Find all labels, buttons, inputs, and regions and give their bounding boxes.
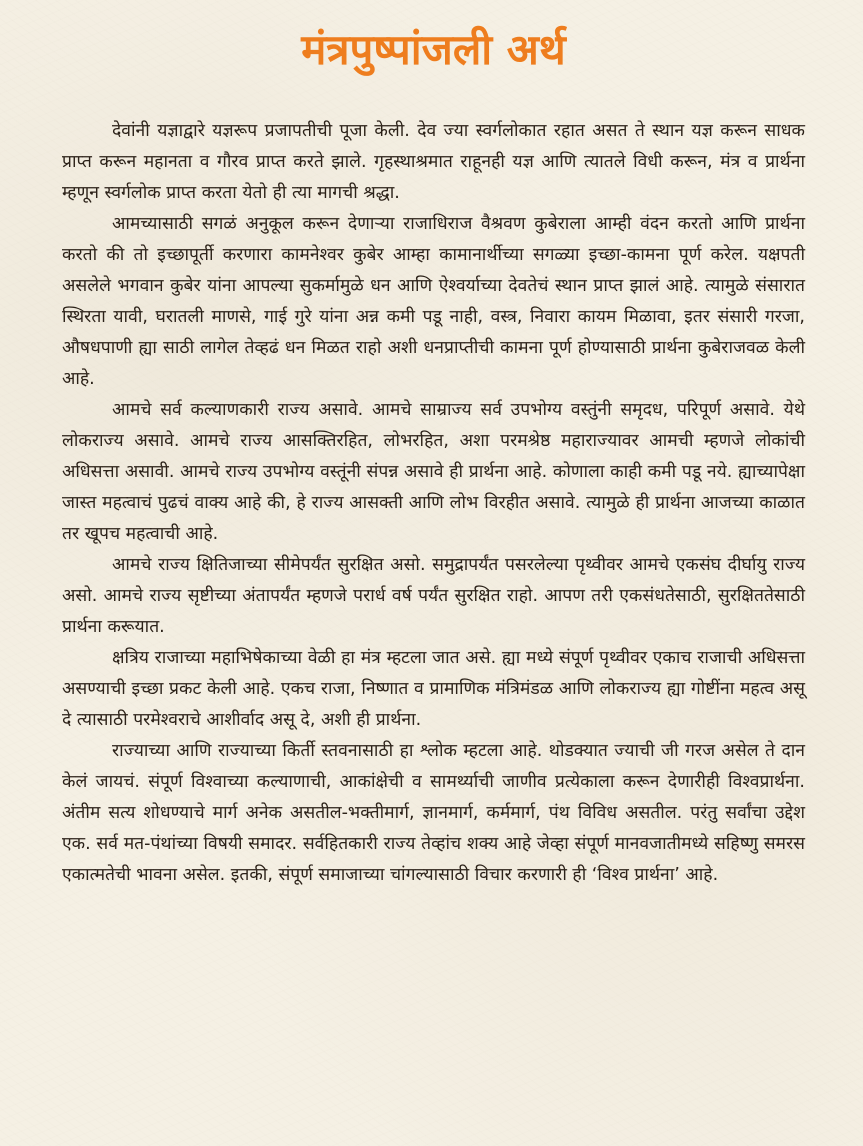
paragraph-3: आमचे सर्व कल्याणकारी राज्य असावे. आमचे साम्राज्य सर्व उपभोग्य वस्तुंनी समृदध, परिपूर्ण असावे. येथे लोकराज्य असावे. आमचे राज्य आसक्तिरहित, लोभरहित, अशा परमश्रेष्ठ महाराज्यावर आमची म्हणजे लोकांची अधिसत्ता असावी. आमचे राज्य उपभोग्य वस्तूंनी संपन्न असावे ही प्रार्थना आहे. कोणाला काही कमी पडू नये. ह्याच्यापेक्षा जास्त महत्वाचं पुढचं वाक्य आहे की, हे राज्य आसक्ती आणि लोभ विरहीत असावे. त्यामुळे ही प्रार्थना आजच्या काळात तर खूपच महत्वाची आहे.: [62, 400, 805, 544]
paragraph-1: देवांनी यज्ञाद्वारे यज्ञरूप प्रजापतीची पूजा केली. देव ज्या स्वर्गलोकात रहात असत ते स्थान यज्ञ करून साधक प्राप्त करून महानता व गौरव प्राप्त करते झाले. गृहस्थाश्रमात राहूनही यज्ञ आणि त्यातले विधी करून, मंत्र व प्रार्थना म्हणून स्वर्गलोक प्राप्त करता येतो ही त्या मागची श्रद्धा.: [62, 121, 805, 203]
paragraph-5: क्षत्रिय राजाच्या महाभिषेकाच्या वेळी हा मंत्र म्हटला जात असे. ह्या मध्ये संपूर्ण पृथ्वीवर एकाच राजाची अधिसत्ता असण्याची इच्छा प्रकट केली आहे. एकच राजा, निष्णात व प्रामाणिक मंत्रिमंडळ आणि लोकराज्य ह्या गोष्टींना महत्व असू दे त्यासाठी परमेश्वराचे आशीर्वाद असू दे, अशी ही प्रार्थना.: [62, 648, 805, 730]
paragraph-2: आमच्यासाठी सगळं अनुकूल करून देणाऱ्या राजाधिराज वैश्रवण कुबेराला आम्ही वंदन करतो आणि प्रार्थना करतो की तो इच्छापूर्ती करणारा कामनेश्वर कुबेर आम्हा कामानार्थीच्या सगळ्या इच्छा-कामना पूर्ण करेल. यक्षपती असलेले भगवान कुबेर यांना आपल्या सुकर्मामुळे धन आणि ऐश्वर्याच्या देवतेचं स्थान प्राप्त झालं आहे. त्यामुळे संसारात स्थिरता यावी, घरातली माणसे, गाई गुरे यांना अन्न कमी पडू नाही, वस्त्र, निवारा कायम मिळावा, इतर संसारी गरजा, औषधपाणी ह्या साठी लागेल तेव्हढं धन मिळत राहो अशी धनप्राप्तीची कामना पूर्ण होण्यासाठी प्रार्थना कुबेराजवळ केली आहे.: [62, 214, 805, 389]
document-body: [62, 116, 805, 891]
page-title: मंत्रपुष्पांजली अर्थ: [301, 25, 566, 74]
paragraph-4: आमचे राज्य क्षितिजाच्या सीमेपर्यंत सुरक्षित असो. समुद्रापर्यंत पसरलेल्या पृथ्वीवर आमचे एकसंघ दीर्घायु राज्य असो. आमचे राज्य सृष्टीच्या अंतापर्यंत म्हणजे परार्ध वर्ष पर्यंत सुरक्षित राहो. आपण तरी एकसंधतेसाठी, सुरक्षिततेसाठी प्रार्थना करूयात.: [62, 555, 805, 637]
paragraph-6: राज्याच्या आणि राज्याच्या किर्ती स्तवनासाठी हा श्लोक म्हटला आहे. थोडक्यात ज्याची जी गरज असेल ते दान केलं जायचं. संपूर्ण विश्वाच्या कल्याणाची, आकांक्षेची व सामर्थ्याची जाणीव प्रत्येकाला करून देणारीही विश्वप्रार्थना. अंतीम सत्य शोधण्याचे मार्ग अनेक असतील-भक्तीमार्ग, ज्ञानमार्ग, कर्ममार्ग, पंथ विविध असतील. परंतु सर्वांचा उद्देश एक. सर्व मत-पंथांच्या विषयी समादर. सर्वहितकारी राज्य तेव्हांच शक्य आहे जेव्हा संपूर्ण मानवजातीमध्ये सहिष्णु समरस एकात्मतेची भावना असेल. इतकी, संपूर्ण समाजाच्या चांगल्यासाठी विचार करणारी ही ‘विश्व प्रार्थना’ आहे.: [62, 741, 805, 885]
